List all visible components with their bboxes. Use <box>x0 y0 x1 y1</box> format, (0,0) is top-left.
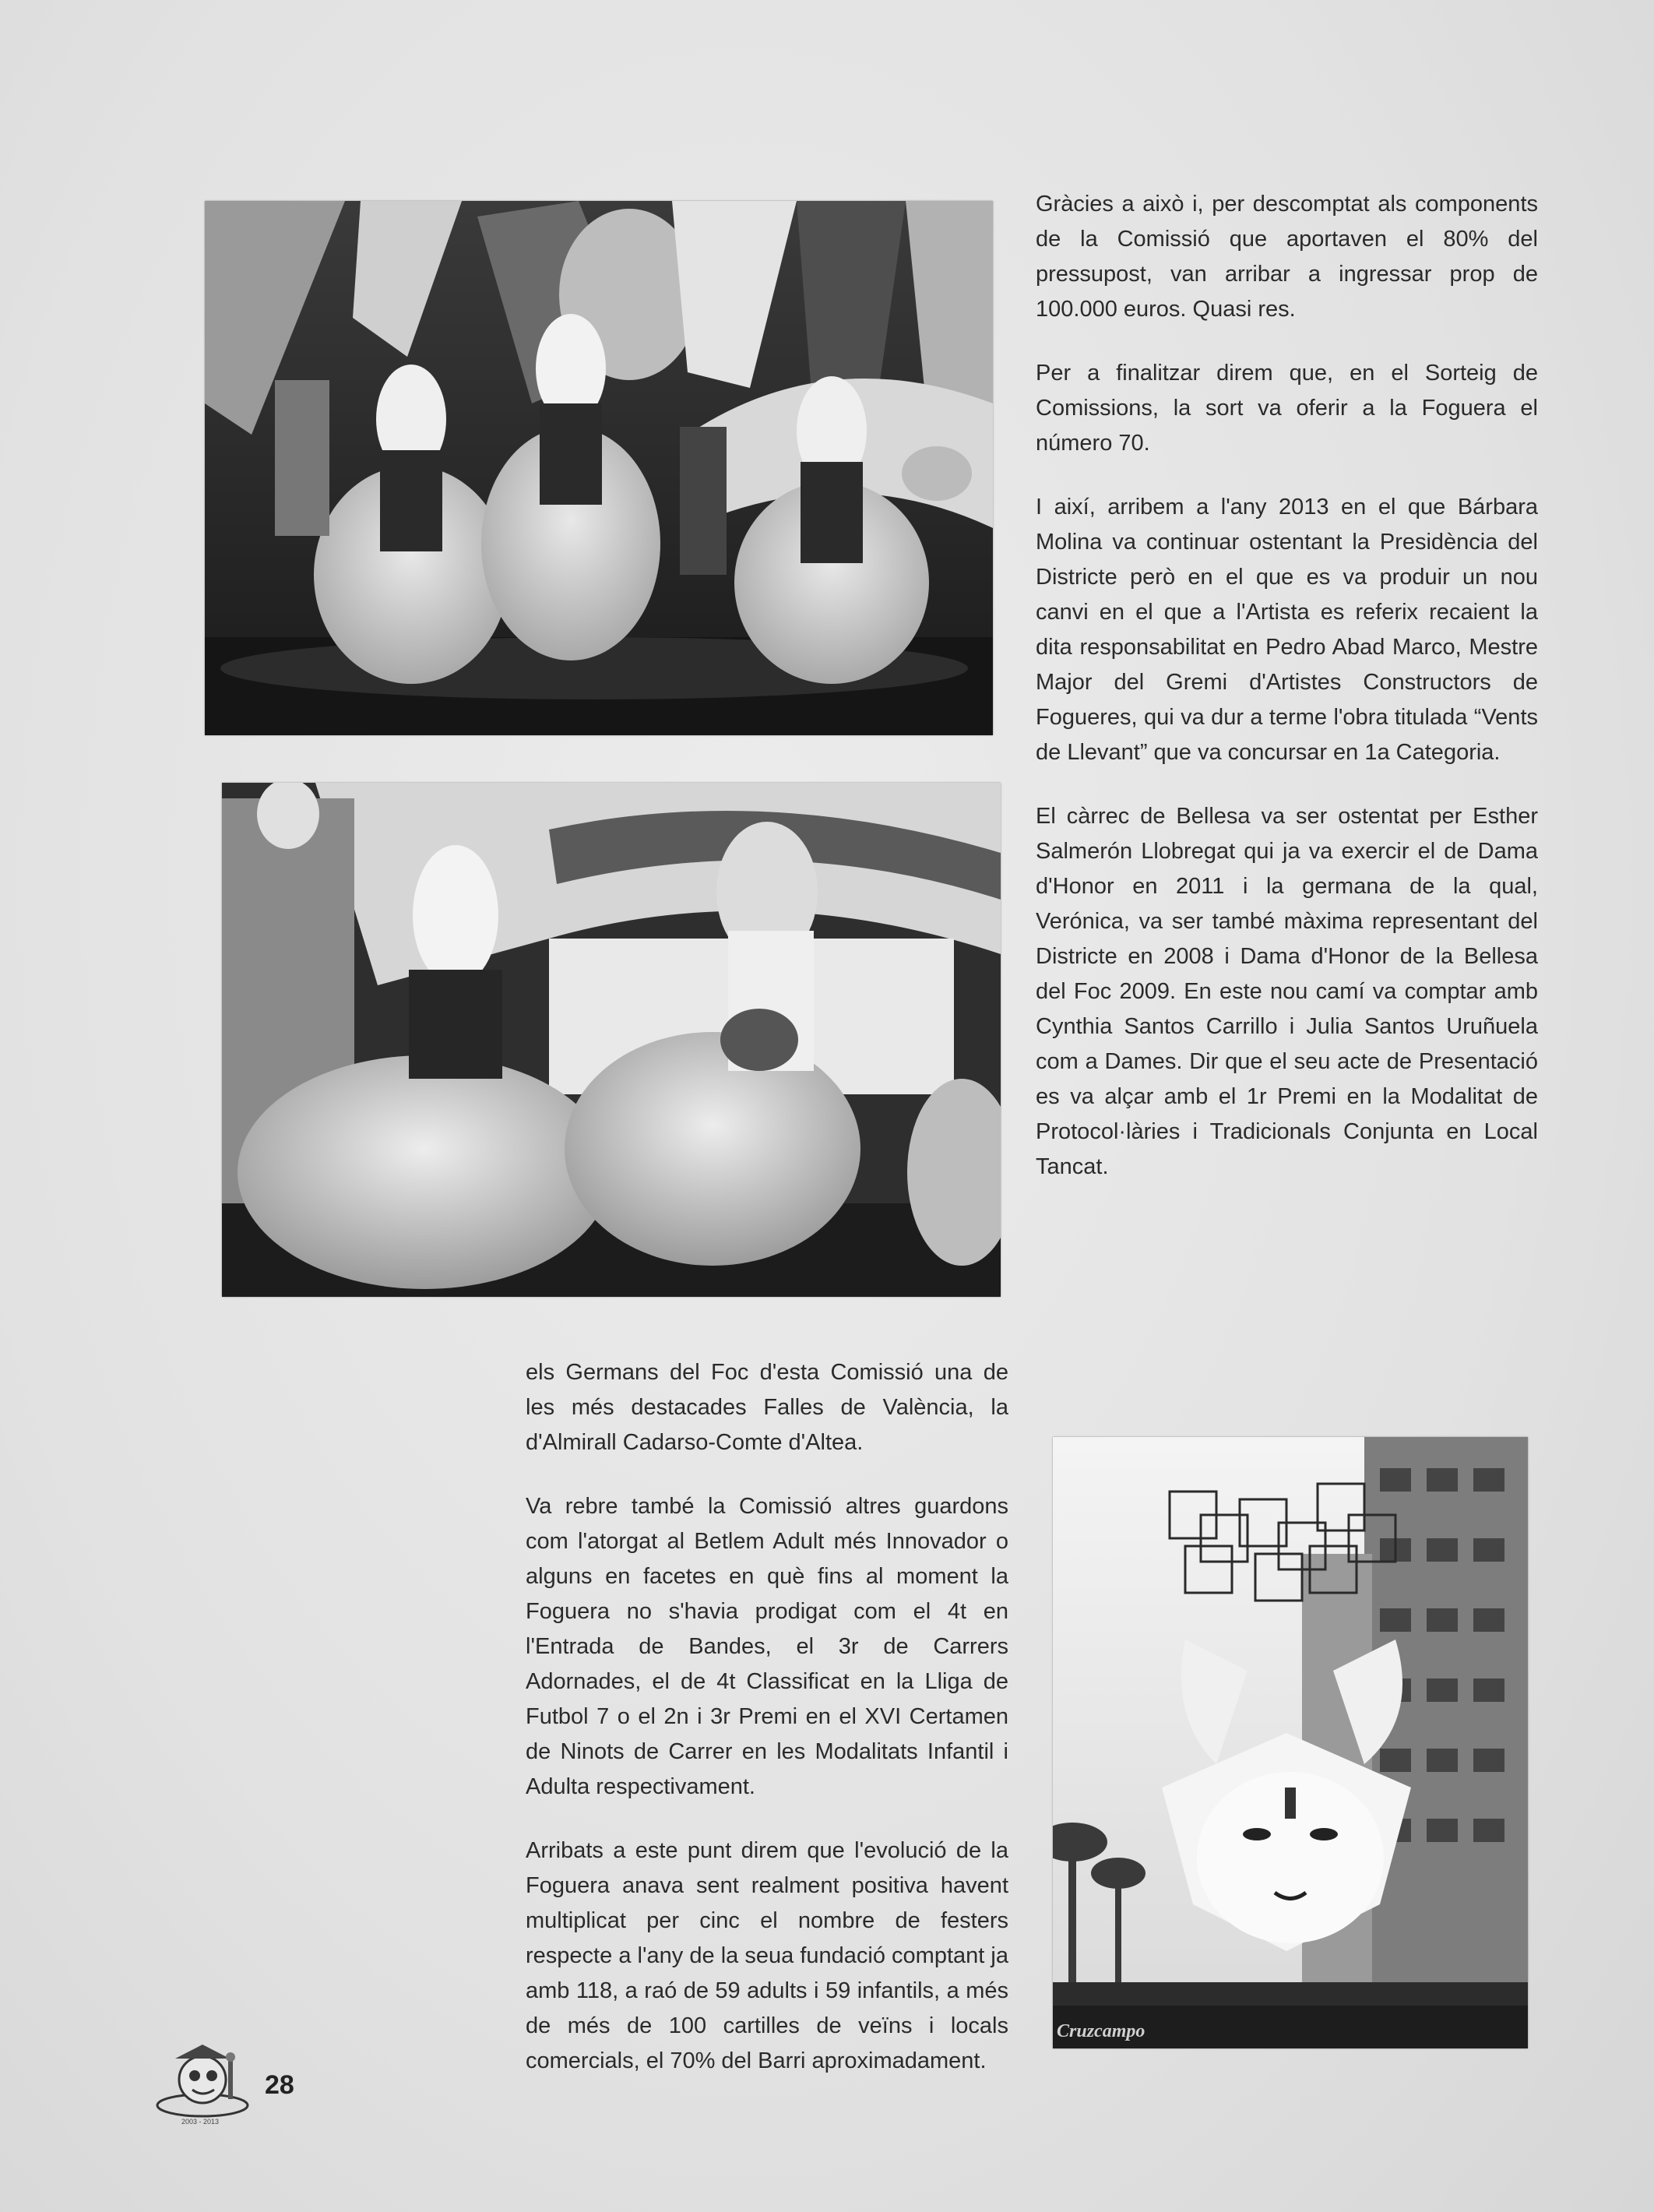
paragraph: El càrrec de Bellesa va ser ostentat per Esther Salmerón Llobregat qui ja va exercir el de Dama d'Honor en 2011 i la germana de la qual, Verónica, va ser també màxima representant del Districte en 2008 i Dama d'Honor de la Bellesa del Foc 2009. En este nou camí va comptar amb Cynthia Santos Carrillo i Julia Santos Uruñuela com a Dames. Dir que el seu acte de Presentació es va alçar amb el 1r Premi en la Modalitat de Protocol·làries i Tradicionals Conjunta en Local Tancat. <box>1036 804 1538 1179</box>
cruzcampo-sign: Cruzcampo <box>1057 2021 1145 2041</box>
logo-caption: 2003 - 2013 <box>181 2118 220 2126</box>
paragraph: Per a finalitzar direm que, en el Sorteig de Comissions, la sort va oferir a la Foguera el número 70. <box>1036 361 1538 456</box>
page-number: 28 <box>265 2070 294 2100</box>
photo-seated-bellesa <box>222 783 1001 1297</box>
photo-stage-dancers <box>205 201 993 735</box>
paragraph: Gràcies a això i, per descomptat als components de la Comissió que aportaven el 80% del pressupost, van arribar a ingressar prop de 100.000 euros. Quasi res. <box>1036 192 1538 322</box>
paragraph: Arribats a este punt direm que l'evolució de la Foguera anava sent realment positiva havent multiplicat per cinc el nombre de festers respecte a l'any de la seua fundació comptant ja amb 118, a raó de 59 adults i 59 infantils, a més de més de 100 cartilles de veïns i locals comercials, el 70% del Barri aproximadament. <box>526 1838 1008 2073</box>
paragraph: els Germans del Foc d'esta Comissió una de les més destacades Falles de València, la d'Almirall Cadarso-Comte d'Altea. <box>526 1360 1008 1455</box>
paragraph: Va rebre també la Comissió altres guardons com l'atorgat al Betlem Adult més Innovador o alguns en facetes en què fins al moment la Foguera no s'havia prodigat com el 4t en l'Entrada de Bandes, el 3r de Carrers Adornades, el de 4t Classificat en la Lliga de Futbol 7 o el 2n i 3r Premi en el XVI Certamen de Ninots de Carrer en les Modalitats Infantil i Adulta respectivament. <box>526 1494 1008 1799</box>
photo-foguera-monument <box>1053 1437 1528 2048</box>
left-text-column <box>526 1355 1008 2079</box>
paragraph: I així, arribem a l'any 2013 en el que Bárbara Molina va continuar ostentant la Presidència del Districte però en el que es va produir un nou canvi en el que a l'Artista es referix recaient la dita responsabilitat en Pedro Abad Marco, Mestre Major del Gremi d'Artistes Constructors de Fogueres, qui va dur a terme l'obra titulada “Vents de Llevant” que va concursar en 1a Categoria. <box>1036 495 1538 765</box>
commission-logo-icon <box>152 2037 253 2126</box>
right-text-column <box>1036 187 1538 1185</box>
